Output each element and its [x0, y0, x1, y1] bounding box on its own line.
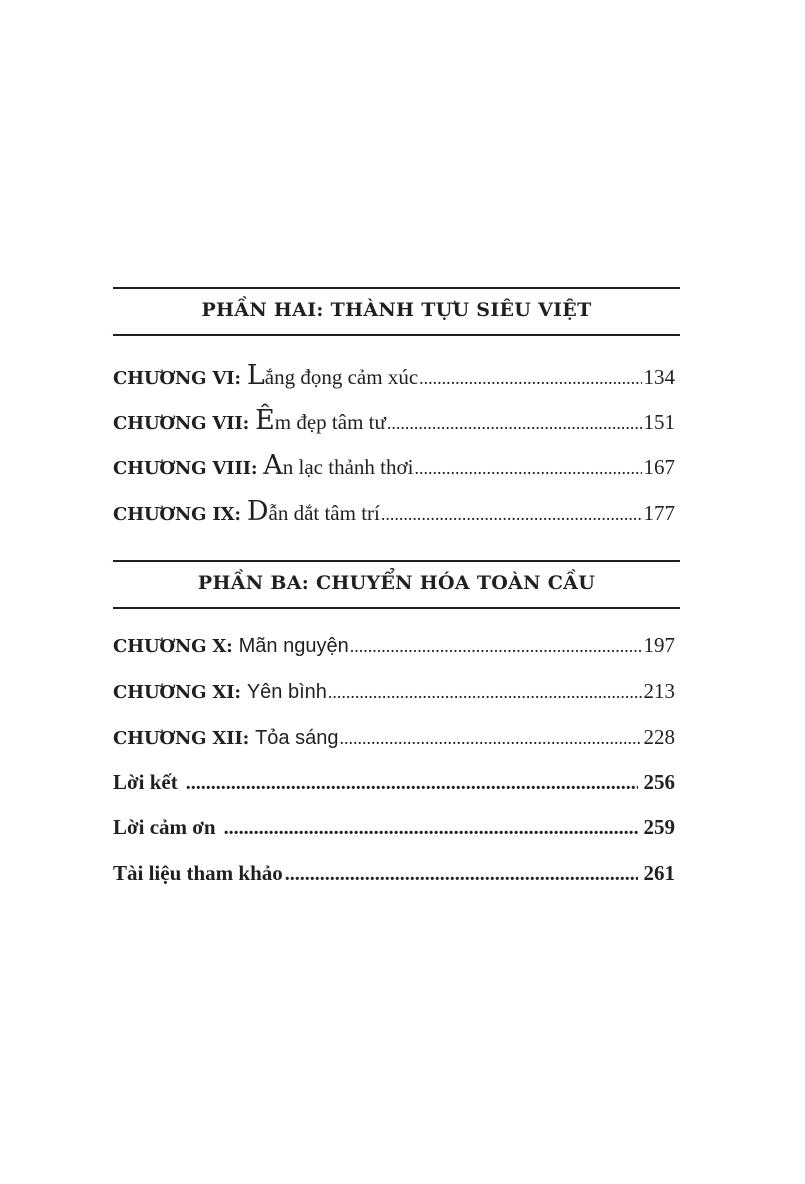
chapter-title: Tỏa sáng — [255, 727, 339, 749]
part-two-bottom-rule — [113, 334, 680, 336]
toc-entry-chapter-11[interactable] — [113, 679, 675, 711]
chapter-title: Yên bình — [246, 681, 327, 703]
chapter-label: CHƯƠNG IX: — [113, 504, 241, 525]
chapter-label: CHƯƠNG XII: — [113, 728, 250, 749]
chapter-dropcap: A — [263, 450, 283, 481]
part-two-title: PHẦN HAI: THÀNH TỰU SIÊU VIỆT — [201, 299, 592, 321]
part-three-top-rule — [113, 560, 680, 562]
part-three-title: PHẦN BA: CHUYỂN HÓA TOÀN CẦU — [197, 572, 596, 594]
chapter-title: Mãn nguyện — [238, 635, 349, 657]
entry-title: Lời cảm ơn — [113, 815, 216, 839]
page-number: 134 — [643, 365, 675, 389]
dot-leader — [414, 458, 641, 479]
dot-leader — [387, 413, 642, 434]
dot-leader — [381, 504, 642, 525]
chapter-dropcap: Ê — [255, 405, 275, 436]
dot-leader — [419, 368, 641, 389]
toc-entry-chapter-12[interactable] — [113, 725, 675, 757]
toc-entry-conclusion[interactable] — [113, 770, 675, 802]
page-number: 261 — [643, 861, 675, 885]
toc-entry-chapter-6[interactable] — [113, 362, 675, 394]
page-number: 259 — [643, 815, 675, 839]
part-three-bottom-rule — [113, 607, 680, 609]
dot-leader — [328, 682, 642, 703]
toc-entry-chapter-8[interactable] — [113, 452, 675, 484]
entry-title: Tài liệu tham khảo — [113, 861, 283, 885]
page-number: 228 — [643, 725, 675, 749]
chapter-title: n lạc thảnh thơi — [282, 455, 414, 479]
chapter-label: CHƯƠNG VII: — [113, 413, 250, 434]
chapter-dropcap: D — [246, 496, 269, 527]
toc-entry-chapter-9[interactable] — [113, 498, 675, 530]
part-two-top-rule — [113, 287, 680, 289]
chapter-dropcap: L — [246, 360, 265, 391]
page-number: 213 — [643, 679, 675, 703]
page-number: 151 — [643, 410, 675, 434]
dot-leader — [224, 817, 638, 840]
toc-entry-acknowledgements[interactable] — [113, 815, 675, 847]
chapter-label: CHƯƠNG X: — [113, 636, 233, 657]
dot-leader — [339, 728, 641, 749]
toc-entry-references[interactable] — [113, 861, 675, 893]
chapter-title: m đẹp tâm tư — [274, 410, 386, 434]
chapter-label: CHƯƠNG VIII: — [113, 458, 258, 479]
chapter-label: CHƯƠNG VI: — [113, 368, 241, 389]
page-number: 177 — [643, 501, 675, 525]
dot-leader — [186, 772, 638, 795]
page-number: 167 — [643, 455, 675, 479]
chapter-label: CHƯƠNG XI: — [113, 682, 241, 703]
page-number: 256 — [643, 770, 675, 794]
dot-leader — [350, 636, 642, 657]
toc-entry-chapter-7[interactable] — [113, 407, 675, 439]
dot-leader — [285, 863, 638, 886]
page-number: 197 — [643, 633, 675, 657]
toc-entry-chapter-10[interactable] — [113, 633, 675, 665]
chapter-title: ẫn dắt tâm trí — [268, 501, 380, 525]
entry-title: Lời kết — [113, 770, 178, 794]
chapter-title: ắng đọng cảm xúc — [264, 365, 419, 389]
